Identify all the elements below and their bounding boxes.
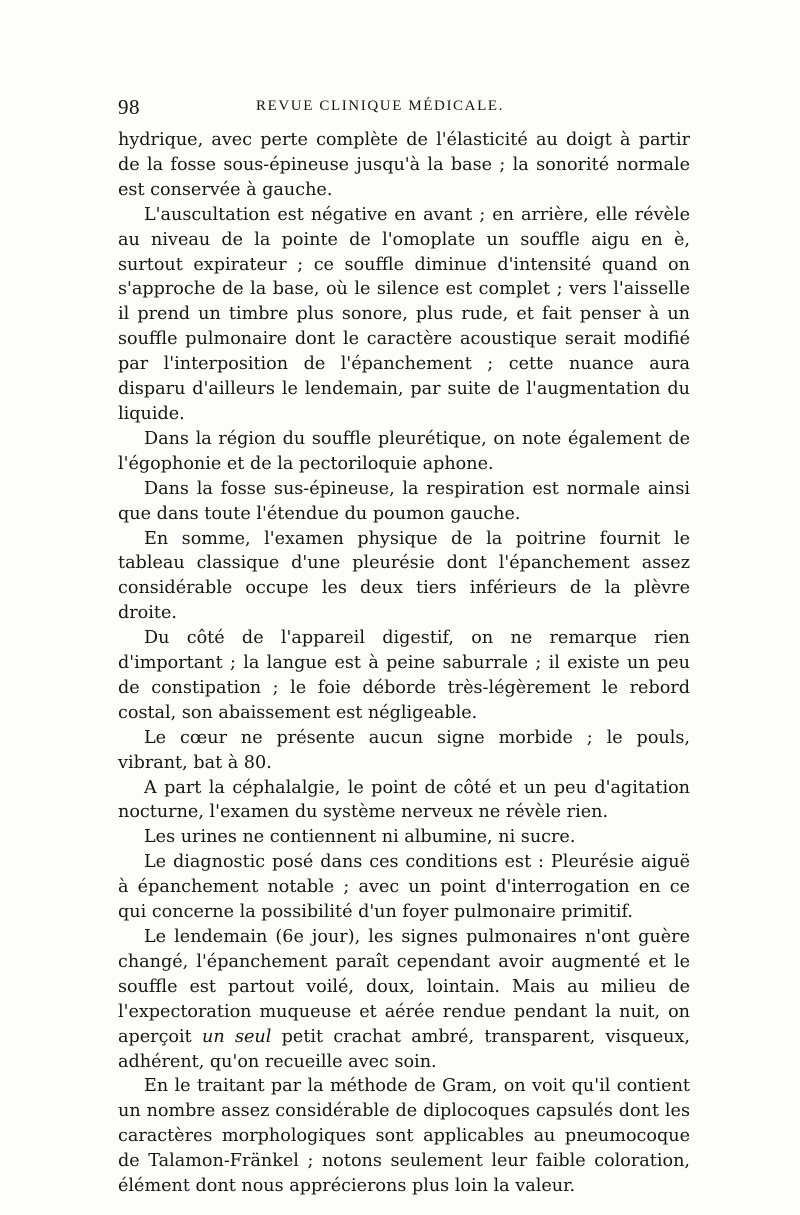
paragraph: Du côté de l'appareil digestif, on ne remarque rien d'important ; la langue est à peine saburrale ; il existe un peu de constipation ; le foie déborde très-légèrement le rebord costal, son abaissement est négligeable. <box>118 628 690 723</box>
paragraph: Le cœur ne présente aucun signe morbide ; le pouls, vibrant, bat à 80. <box>118 727 690 773</box>
paragraph: A part la céphalalgie, le point de côté et un peu d'agitation nocturne, l'examen du système nerveux ne révèle rien. <box>118 777 690 823</box>
paragraph: Le diagnostic posé dans ces conditions est : Pleurésie aiguë à épanchement notable ; avec un point d'interrogation en ce qui concerne la possibilité d'un foyer pulmonaire primitif. <box>118 852 690 923</box>
paragraph: Les urines ne contiennent ni albumine, ni sucre. <box>144 827 576 848</box>
paragraph: hydrique, avec perte complète de l'élasticité au doigt à partir de la fosse sous-épineuse jusqu'à la base ; la sonorité normale est conservée à gauche. <box>118 130 690 200</box>
page-number: 98 <box>118 95 140 119</box>
paragraph: L'auscultation est négative en avant ; en arrière, elle révèle au niveau de la pointe de l'omoplate un souffle aigu en è, surtout expirateur ; ce souffle diminue d'intensité quand on s'approche de la base, où le silence est complet ; vers l'aisselle il prend un timbre plus sonore, plus rude, et fait penser à un souffle pulmonaire dont le caractère acoustique serait modifié par l'interposition de l'épanchement ; cette nuance aura disparu d'ailleurs le lendemain, par suite de l'augmentation du liquide. <box>118 204 690 424</box>
paragraph: Dans la fosse sus-épineuse, la respiration est normale ainsi que dans toute l'étendue du poumon gauche. <box>118 478 690 524</box>
running-title: REVUE CLINIQUE MÉDICALE. <box>256 98 504 114</box>
paragraph: En somme, l'examen physique de la poitrine fournit le tableau classique d'une pleurésie dont l'épanchement assez considérable occupe les deux tiers inférieurs de la plèvre droite. <box>118 528 690 624</box>
emphasis-text: un seul <box>202 1026 272 1047</box>
page-header <box>118 95 690 123</box>
paragraph: En le traitant par la méthode de Gram, on voit qu'il contient un nombre assez considérable de diplocoques capsulés dont les caractères morphologiques sont applicables au pneumocoque de Talamon-Fränkel ; notons seulement leur faible coloration, élément dont nous apprécierons plus loin la valeur. <box>118 1076 690 1197</box>
paragraph-text: petit crachat ambré, transparent, visqueux, adhérent, qu'on recueille avec soin. <box>118 1026 690 1072</box>
paragraph: Dans la région du souffle pleurétique, on note également de l'égophonie et de la pectoriloquie aphone. <box>118 428 690 474</box>
paragraph <box>118 925 690 1074</box>
paragraph-text: Le lendemain (6e jour), les signes pulmonaires n'ont guère changé, l'épanchement paraît cependant avoir augmenté et le souffle est partout voilé, doux, lointain. Mais au milieu de l'expectoration muqueuse et aérée rendue pendant la nuit, on aperçoit <box>118 927 690 1047</box>
body-text <box>118 128 690 1199</box>
